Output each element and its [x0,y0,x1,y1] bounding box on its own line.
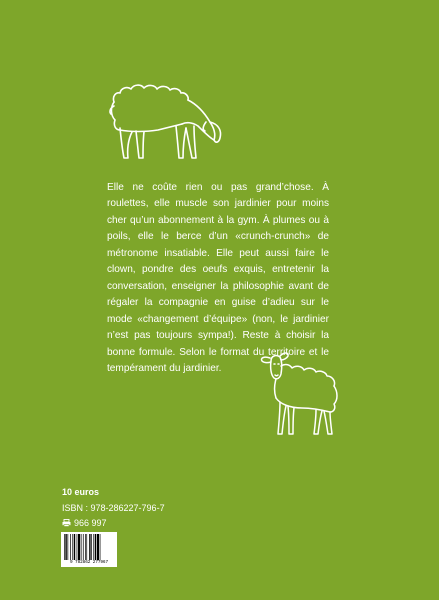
barcode-bar [100,534,101,560]
barcode-bar [85,534,86,560]
barcode-bar [89,534,90,560]
product-code: 966 997 [74,518,107,528]
price-label: 10 euros [62,487,100,497]
standing-sheep-icon [256,348,350,444]
barcode-bar [64,534,65,560]
printer-icon [62,519,71,527]
barcode-bar [68,534,69,560]
barcode-bar [74,534,75,560]
isbn-label: ISBN : 978-286227-796-7 [62,503,165,513]
barcode-bar [86,534,87,560]
barcode-bars [63,534,115,560]
barcode-bar [83,534,84,560]
barcode-bar [95,534,96,560]
barcode-bar [91,534,92,560]
barcode-bar [77,534,78,560]
barcode-bar [81,534,82,560]
barcode-bar [93,534,94,560]
product-code-row [62,518,107,528]
grazing-sheep-icon [106,78,228,168]
back-cover-blurb: Elle ne coûte rien ou pas grand’chose. À roulettes, elle muscle son jardinier pour moins cher qu’un abonnement à la gym. À plumes ou à poils, elle le berce d’un «crunch-crunch» de métronome insatiable. Elle peut aussi faire le clown, pondre des oeufs exquis, entretenir la conversation, enseigner la philosophie avant de régaler la compagnie en guise d’adieu sur le mode «changement d’équipe» (non, le jardinier n’est pas toujours sympa!). Reste à choisir la bonne formule. Selon le format du territoire et le tempérament du jardinier. [107,182,329,374]
barcode-bar [78,534,80,560]
barcode-bar [97,534,99,560]
barcode-bar [72,534,73,560]
barcode-bar [65,534,66,560]
barcode-digits: 9 782862 277967 [69,560,109,565]
barcode-bar [70,534,71,560]
barcode [61,532,117,567]
